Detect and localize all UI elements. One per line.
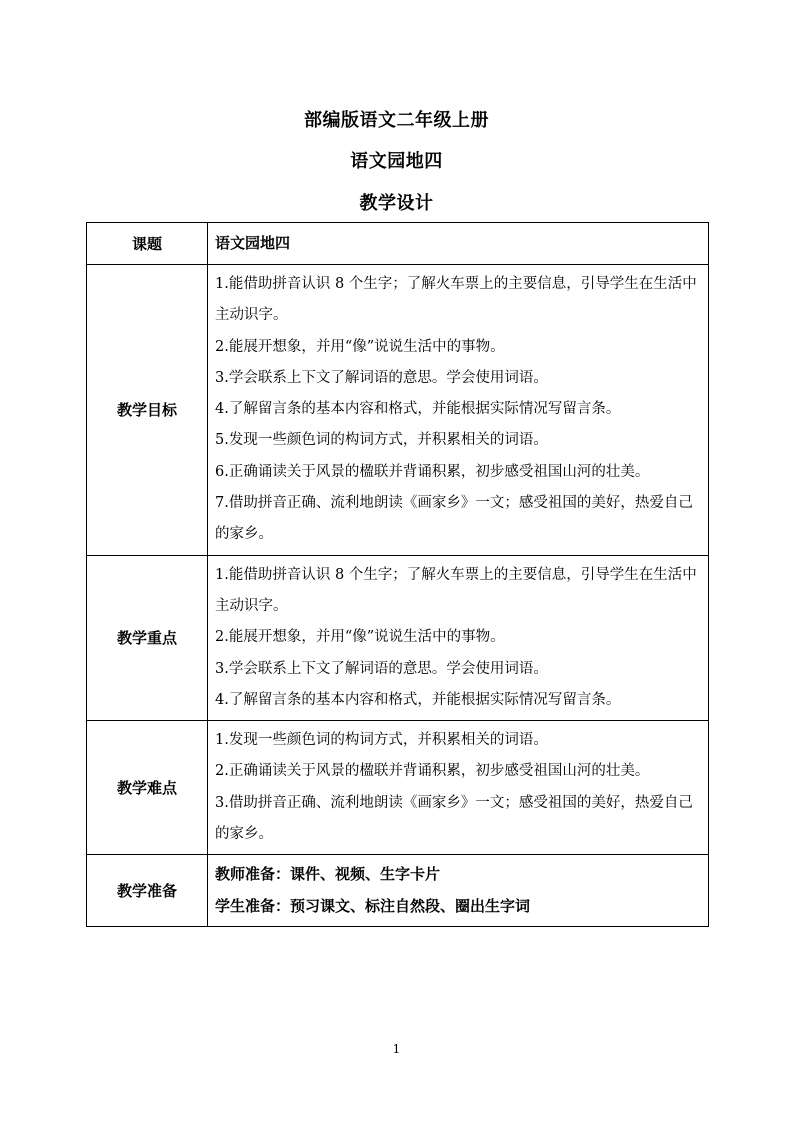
row-key-points bbox=[87, 555, 709, 720]
goals-list bbox=[208, 265, 709, 556]
lesson-plan-table bbox=[86, 222, 709, 927]
preparation-label: 教学准备 bbox=[87, 855, 208, 927]
list-item: 2.正确诵读关于风景的楹联并背诵积累，初步感受祖国山河的壮美。 bbox=[215, 763, 650, 780]
page-number: 1 bbox=[392, 1042, 401, 1056]
list-item: 1.发现一些颜色词的构词方式，并积累相关的词语。 bbox=[215, 732, 548, 749]
row-goals bbox=[87, 265, 709, 556]
list-item: 6.正确诵读关于风景的楹联并背诵积累，初步感受祖国山河的壮美。 bbox=[215, 463, 650, 480]
teacher-preparation: 教师准备：课件、视频、生字卡片 bbox=[215, 865, 441, 884]
topic-value: 语文园地四 bbox=[215, 233, 291, 252]
key-points-list bbox=[208, 555, 709, 720]
difficulties-list bbox=[208, 721, 709, 855]
goals-label: 教学目标 bbox=[87, 265, 208, 556]
topic-value-cell bbox=[208, 223, 709, 265]
list-item: 1.能借助拼音认识 8 个生字；了解火车票上的主要信息，引导学生在生活中主动识字。 bbox=[215, 566, 697, 614]
list-item: 4.了解留言条的基本内容和格式，并能根据实际情况写留言条。 bbox=[215, 401, 621, 418]
row-difficulties bbox=[87, 721, 709, 855]
row-topic bbox=[87, 223, 709, 265]
student-preparation: 学生准备：预习课文、标注自然段、圈出生字词 bbox=[215, 896, 531, 915]
list-item: 3.学会联系上下文了解词语的意思。学会使用词语。 bbox=[215, 660, 548, 677]
lesson-title: 语文园地四 bbox=[350, 151, 443, 172]
document-title: 部编版语文二年级上册 bbox=[304, 110, 489, 131]
list-item: 2.能展开想象，并用“像”说说生活中的事物。 bbox=[215, 338, 505, 355]
list-item: 4.了解留言条的基本内容和格式，并能根据实际情况写留言条。 bbox=[215, 691, 621, 708]
row-preparation bbox=[87, 855, 709, 927]
list-item: 1.能借助拼音认识 8 个生字；了解火车票上的主要信息，引导学生在生活中主动识字。 bbox=[215, 276, 697, 324]
topic-label: 课题 bbox=[87, 223, 208, 265]
list-item: 5.发现一些颜色词的构词方式，并积累相关的词语。 bbox=[215, 432, 548, 449]
preparation-list bbox=[208, 855, 709, 927]
design-title: 教学设计 bbox=[359, 193, 434, 214]
list-item: 7.借助拼音正确、流利地朗读《画家乡》一文；感受祖国的美好，热爱自己的家乡。 bbox=[215, 495, 693, 543]
key-points-label: 教学重点 bbox=[87, 555, 208, 720]
difficulties-label: 教学难点 bbox=[87, 721, 208, 855]
list-item: 2.能展开想象，并用“像”说说生活中的事物。 bbox=[215, 629, 505, 646]
list-item: 3.学会联系上下文了解词语的意思。学会使用词语。 bbox=[215, 369, 548, 386]
list-item: 3.借助拼音正确、流利地朗读《画家乡》一文；感受祖国的美好，热爱自己的家乡。 bbox=[215, 794, 693, 843]
